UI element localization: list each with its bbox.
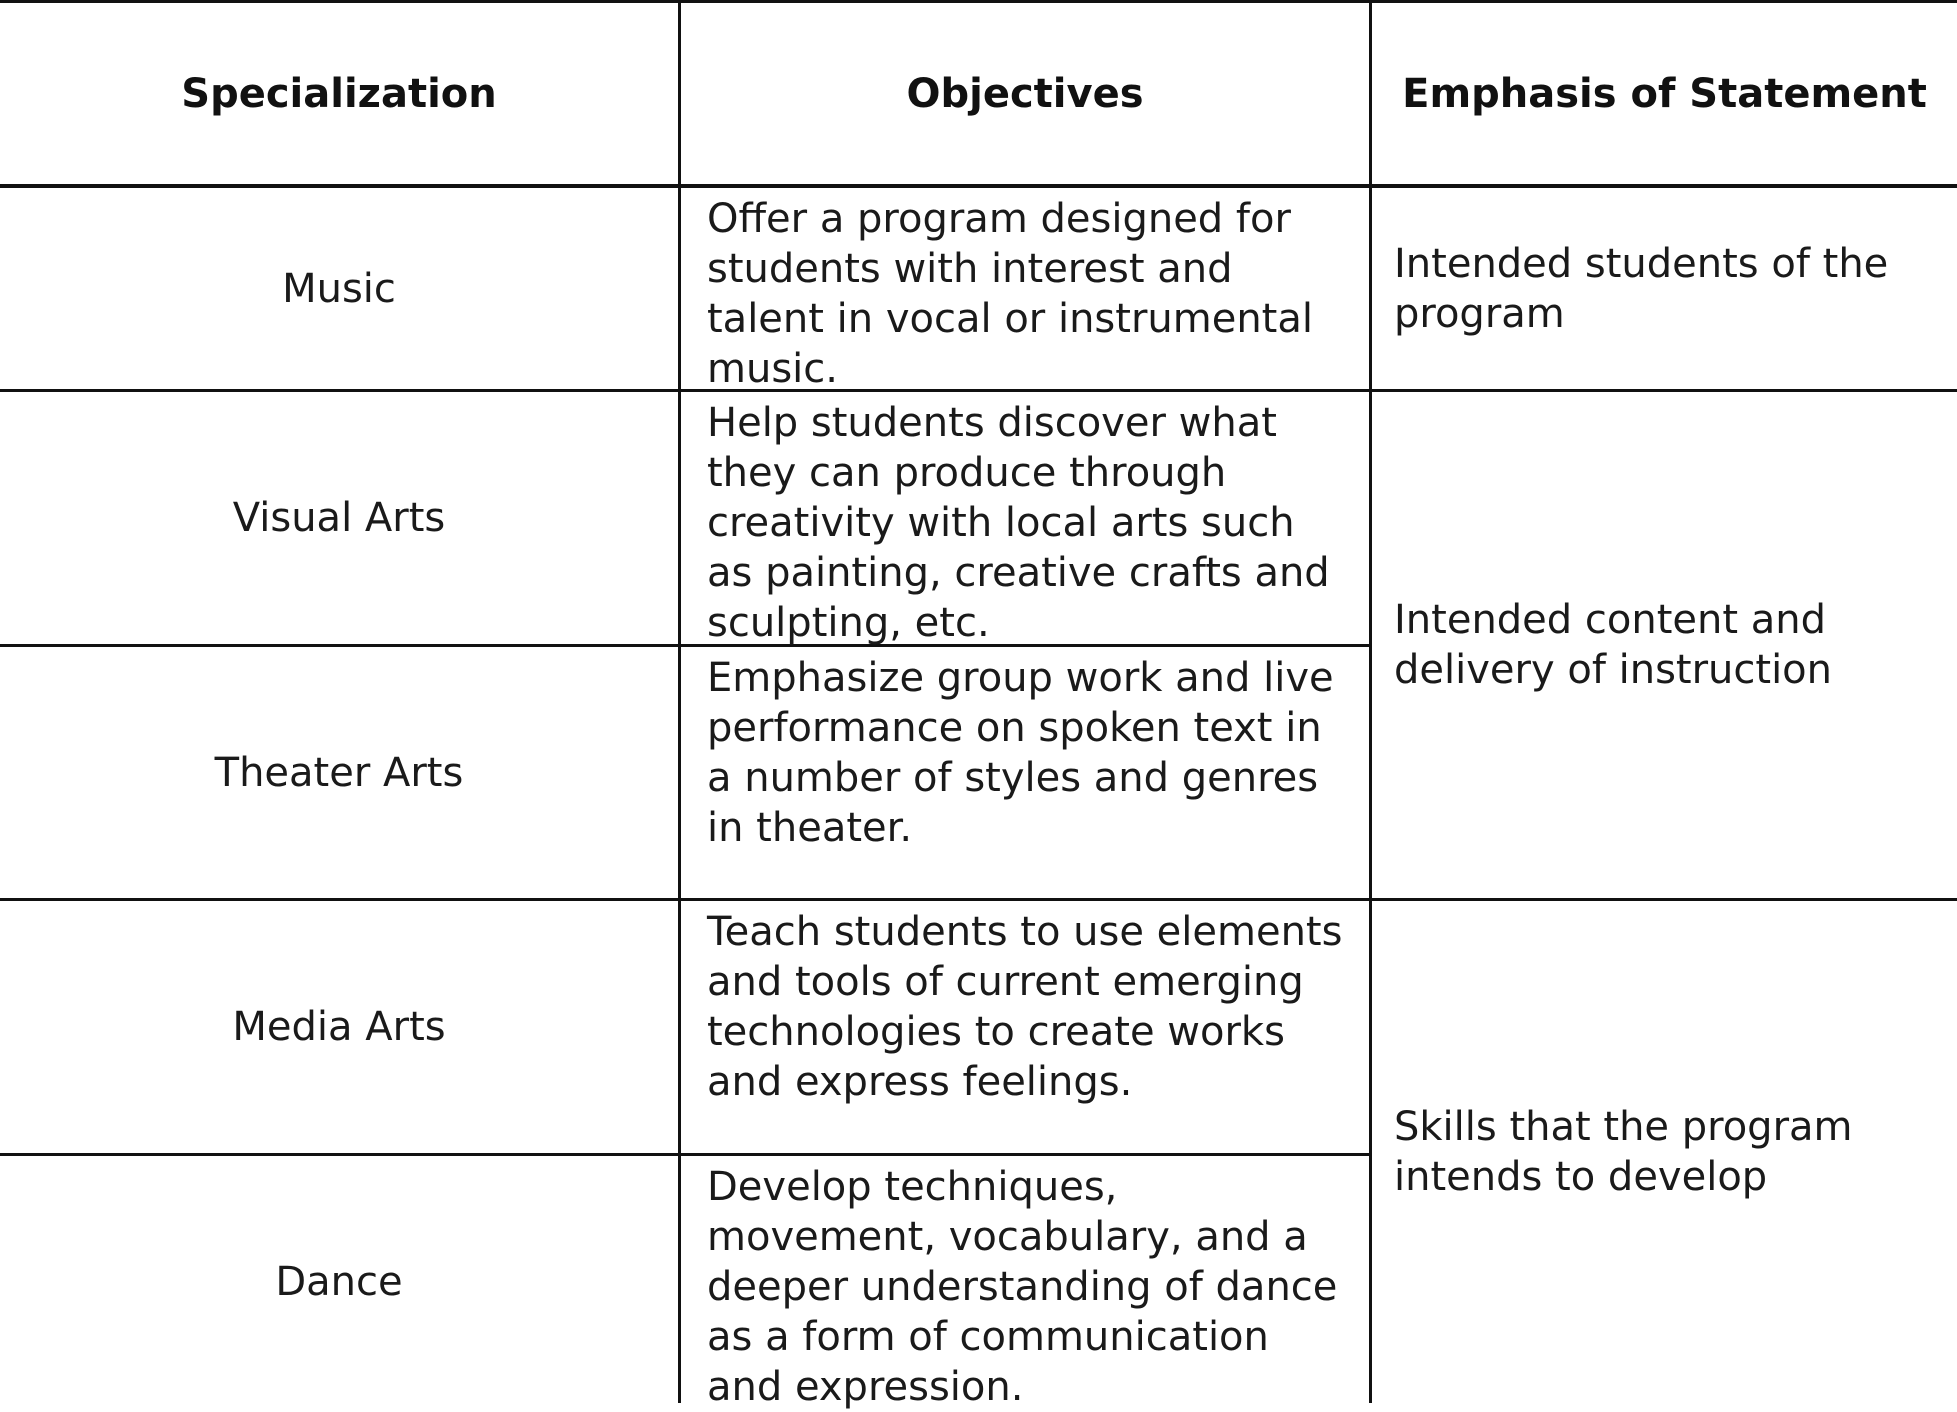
specialization-dance: Dance <box>275 1259 403 1305</box>
emphasis-intended-students: Intended students of the program <box>1394 240 1889 337</box>
specialization-theater-arts: Theater Arts <box>214 749 464 796</box>
objective-music: Offer a program designed for students with interest and talent in vocal or instrumental music. <box>707 196 1313 392</box>
objective-dance: Develop techniques, movement, vocabulary, and a deeper understanding of dance as a form of communication and expression. <box>707 1164 1338 1410</box>
header-emphasis: Emphasis of Statement <box>1402 70 1927 117</box>
objective-visual-arts: Help students discover what they can produce through creativity with local arts such as painting, creative crafts and sculpting, etc. <box>707 400 1330 646</box>
specialization-visual-arts: Visual Arts <box>232 495 446 541</box>
emphasis-content-delivery: Intended content and delivery of instruction <box>1394 597 1833 693</box>
specialization-media-arts: Media Arts <box>232 1004 446 1050</box>
emphasis-skills: Skills that the program intends to develop <box>1394 1104 1853 1200</box>
header-specialization: Specialization <box>181 70 497 117</box>
objective-theater-arts: Emphasize group work and live performance on spoken text in a number of styles and genres in theater. <box>707 655 1334 851</box>
header-objectives: Objectives <box>906 70 1144 117</box>
objective-media-arts: Teach students to use elements and tools of current emerging technologies to create works and express feelings. <box>707 909 1343 1105</box>
specialization-music: Music <box>282 265 396 312</box>
